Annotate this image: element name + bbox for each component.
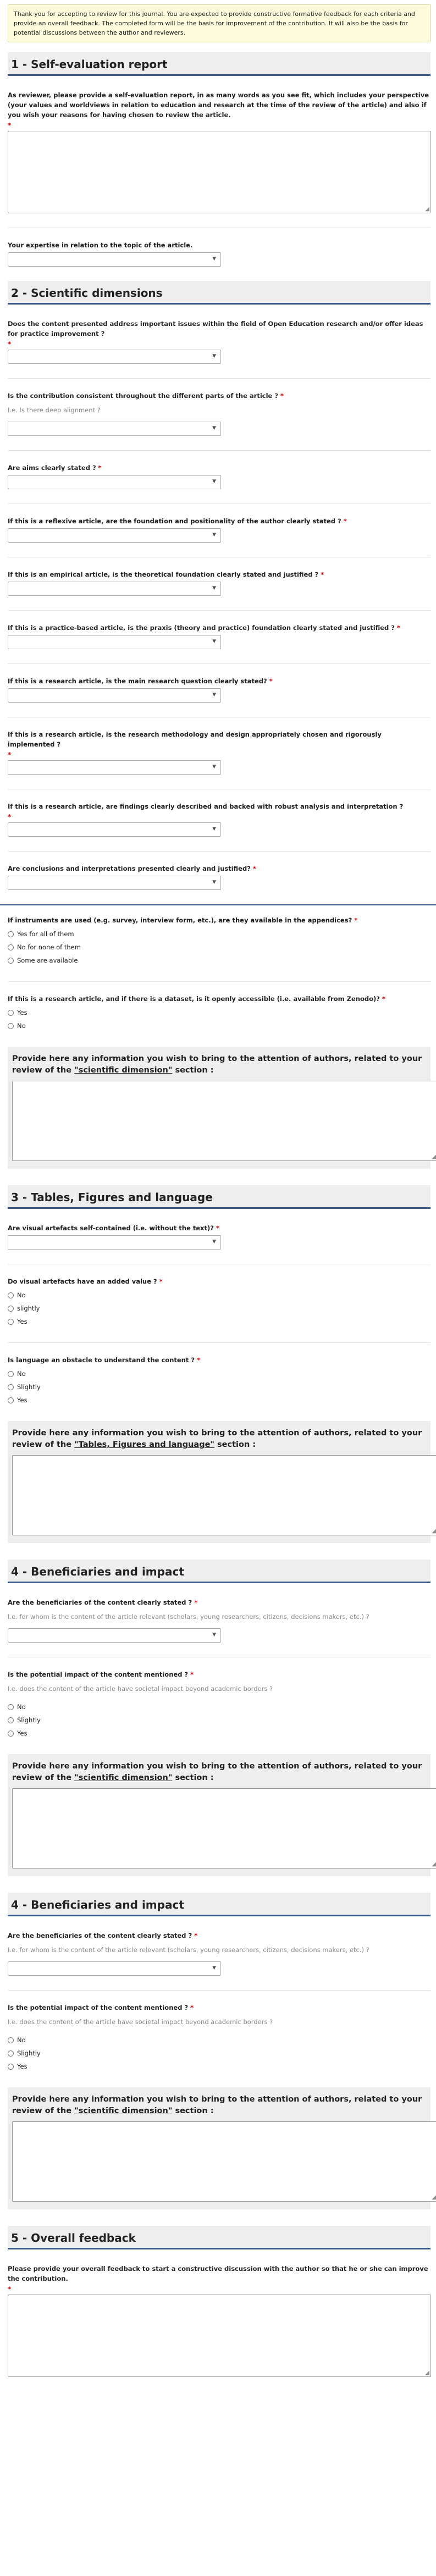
chevron-down-icon: ▼ bbox=[212, 425, 216, 431]
question-label: As reviewer, please provide a self-evaluation report, in as many words as you see fit, which includes your perspective (your values and worldviews in relation to education and research at the time of the review of the article) and also if you wish your reasons for having chosen to review the article. bbox=[8, 91, 429, 119]
beneficiaries-select[interactable] bbox=[8, 1961, 221, 1976]
methodology-select[interactable] bbox=[8, 760, 221, 775]
comments-box-beneficiaries bbox=[8, 1754, 436, 1876]
required-marker: * bbox=[8, 340, 12, 348]
radio-option[interactable]: Slightly bbox=[8, 2047, 431, 2060]
chevron-down-icon: ▼ bbox=[212, 764, 216, 770]
divider bbox=[8, 981, 431, 982]
chevron-down-icon: ▼ bbox=[212, 826, 216, 832]
question-practice-based bbox=[8, 623, 431, 649]
consistency-select[interactable] bbox=[8, 422, 221, 436]
required-marker: * bbox=[8, 813, 12, 821]
radio-option[interactable]: No bbox=[8, 1019, 431, 1032]
question-label: Are aims clearly stated ? * bbox=[8, 464, 102, 472]
question-label: If this is a research article, is the research methodology and design appropriately chosen and rigorously implemented ? bbox=[8, 731, 382, 748]
section-title: 4 - Beneficiaries and impact bbox=[11, 1898, 184, 1911]
radio-option[interactable]: Yes for all of them bbox=[8, 927, 431, 941]
chevron-down-icon: ▼ bbox=[212, 1239, 216, 1245]
beneficiaries-select[interactable] bbox=[8, 1628, 221, 1643]
chevron-down-icon: ▼ bbox=[212, 479, 216, 484]
section-header-tables-figures bbox=[8, 1185, 431, 1209]
intro-notice: Thank you for accepting to review for this journal. You are expected to provide constructive formative feedback for each criteria and provide an overall feedback. The completed form will be the basis for improvement of the contribution. It will also be the basis for potential discussions between the author and reviewers. bbox=[8, 4, 431, 42]
comments-box-title: Provide here any information you wish to bring to the attention of authors, related to your review of the "scientific dimension" section : bbox=[12, 1054, 422, 1075]
radio-option[interactable]: No bbox=[8, 1367, 431, 1380]
radio-option[interactable]: Yes bbox=[8, 2060, 431, 2073]
question-label: Do visual artefacts have an added value ? * bbox=[8, 1278, 163, 1285]
question-hint: I.e. Is there deep alignment ? bbox=[8, 406, 101, 414]
radio-option[interactable]: Yes bbox=[8, 1315, 431, 1328]
resize-grip-icon[interactable]: ◢ bbox=[432, 1154, 436, 1160]
self-evaluation-textarea[interactable] bbox=[8, 131, 431, 213]
radio-option[interactable]: Slightly bbox=[8, 1713, 431, 1727]
question-impact bbox=[8, 1670, 431, 1740]
question-label: If instruments are used (e.g. survey, interview form, etc.), are they available in the appendices? * bbox=[8, 916, 358, 924]
question-findings bbox=[8, 801, 431, 837]
divider bbox=[0, 904, 436, 905]
radio-button[interactable] bbox=[8, 2064, 14, 2070]
question-label: If this is a practice-based article, is the praxis (theory and practice) foundation clearly stated and justified ? * bbox=[8, 624, 400, 632]
radio-button[interactable] bbox=[8, 1397, 14, 1403]
chevron-down-icon: ▼ bbox=[212, 639, 216, 644]
chevron-down-icon: ▼ bbox=[212, 1965, 216, 1971]
question-expertise bbox=[8, 240, 431, 267]
resize-grip-icon[interactable]: ◢ bbox=[425, 206, 429, 212]
chevron-down-icon: ▼ bbox=[212, 532, 216, 538]
question-hint: I.e. does the content of the article have societal impact beyond academic borders ? bbox=[8, 1685, 273, 1693]
radio-option[interactable]: Yes bbox=[8, 1727, 431, 1740]
radio-button[interactable] bbox=[8, 1704, 14, 1710]
radio-option[interactable]: slightly bbox=[8, 1302, 431, 1315]
radio-option[interactable]: No bbox=[8, 2033, 431, 2047]
divider bbox=[8, 1990, 431, 1991]
radio-option[interactable]: No bbox=[8, 1289, 431, 1302]
radio-option[interactable]: Yes bbox=[8, 1394, 431, 1407]
question-hint: I.e. does the content of the article have societal impact beyond academic borders ? bbox=[8, 2018, 273, 2026]
question-label: Is the potential impact of the content mentioned ? * bbox=[8, 1671, 194, 1678]
important-issues-select[interactable] bbox=[8, 350, 221, 364]
comments-box-title: Provide here any information you wish to bring to the attention of authors, related to your review of the "scientific dimension" section : bbox=[12, 2095, 422, 2115]
divider bbox=[8, 610, 431, 611]
findings-select[interactable] bbox=[8, 822, 221, 837]
section-title: 3 - Tables, Figures and language bbox=[11, 1191, 213, 1204]
question-impact bbox=[8, 2003, 431, 2073]
question-conclusions bbox=[8, 864, 431, 890]
chevron-down-icon: ▼ bbox=[212, 256, 216, 262]
question-empirical bbox=[8, 570, 431, 596]
divider bbox=[8, 378, 431, 379]
question-label: Are visual artefacts self-contained (i.e. without the text)? * bbox=[8, 1224, 219, 1232]
question-label: Is language an obstacle to understand the content ? * bbox=[8, 1356, 201, 1364]
question-label: Are conclusions and interpretations presented clearly and justified? * bbox=[8, 865, 256, 872]
radio-button[interactable] bbox=[8, 2037, 14, 2043]
question-hint: I.e. for whom is the content of the article relevant (scholars, young researchers, citizens, decisions makers, etc.) ? bbox=[8, 1613, 369, 1621]
question-instruments bbox=[8, 915, 431, 967]
question-label: Your expertise in relation to the topic of the article. bbox=[8, 241, 193, 249]
question-important-issues bbox=[8, 319, 431, 364]
section-title: 5 - Overall feedback bbox=[11, 2231, 136, 2245]
question-beneficiaries bbox=[8, 1931, 431, 1976]
question-language bbox=[8, 1355, 431, 1407]
tables-figures-comments-textarea[interactable] bbox=[12, 1455, 436, 1535]
question-label: If this is a reflexive article, are the foundation and positionality of the author clearly stated ? * bbox=[8, 517, 347, 525]
question-consistency bbox=[8, 391, 431, 436]
section-title: 2 - Scientific dimensions bbox=[11, 286, 163, 300]
radio-button[interactable] bbox=[8, 1306, 14, 1312]
radio-button[interactable] bbox=[8, 1371, 14, 1377]
scientific-comments-textarea[interactable] bbox=[12, 1081, 436, 1161]
beneficiaries-comments-textarea[interactable] bbox=[12, 2121, 436, 2202]
chevron-down-icon: ▼ bbox=[212, 692, 216, 698]
question-label: If this is an empirical article, is the theoretical foundation clearly stated and justified ? * bbox=[8, 571, 324, 578]
comments-box-beneficiaries bbox=[8, 2087, 436, 2209]
chevron-down-icon: ▼ bbox=[212, 880, 216, 885]
section-title: 4 - Beneficiaries and impact bbox=[11, 1565, 184, 1578]
radio-option[interactable]: Yes bbox=[8, 1006, 431, 1019]
radio-button[interactable] bbox=[8, 958, 14, 964]
radio-button[interactable] bbox=[8, 1292, 14, 1298]
comments-box-scientific bbox=[8, 1047, 436, 1169]
radio-button[interactable] bbox=[8, 1384, 14, 1390]
reflexive-select[interactable] bbox=[8, 528, 221, 543]
chevron-down-icon: ▼ bbox=[212, 585, 216, 591]
question-label: Are the beneficiaries of the content clearly stated ? * bbox=[8, 1932, 198, 1939]
comments-box-title: Provide here any information you wish to bring to the attention of authors, related to your review of the "Tables, Figures and language" section : bbox=[12, 1429, 422, 1449]
overall-feedback-textarea[interactable] bbox=[8, 2295, 431, 2377]
chevron-down-icon: ▼ bbox=[212, 353, 216, 359]
conclusions-select[interactable] bbox=[8, 876, 221, 890]
section-title: 1 - Self-evaluation report bbox=[11, 58, 168, 71]
required-marker: * bbox=[8, 2285, 12, 2293]
question-dataset bbox=[8, 994, 431, 1032]
radio-button[interactable] bbox=[8, 931, 14, 937]
radio-button[interactable] bbox=[8, 1319, 14, 1325]
required-marker: * bbox=[8, 751, 12, 759]
question-hint: I.e. for whom is the content of the article relevant (scholars, young researchers, citizens, decisions makers, etc.) ? bbox=[8, 1946, 369, 1954]
question-label: If this is a research article, are findings clearly described and backed with robust analysis and interpretation ? bbox=[8, 803, 404, 810]
research-question-select[interactable] bbox=[8, 688, 221, 703]
resize-grip-icon[interactable]: ◢ bbox=[432, 2194, 436, 2201]
radio-option[interactable]: Slightly bbox=[8, 1380, 431, 1394]
resize-grip-icon[interactable]: ◢ bbox=[425, 2370, 429, 2376]
question-reflexive bbox=[8, 516, 431, 543]
section-header-overall-feedback bbox=[8, 2226, 431, 2249]
radio-button[interactable] bbox=[8, 1010, 14, 1016]
question-label: Is the contribution consistent throughout the different parts of the article ? * bbox=[8, 392, 284, 400]
section-header-beneficiaries bbox=[8, 1560, 431, 1583]
section-header-self-evaluation bbox=[8, 52, 431, 76]
radio-button[interactable] bbox=[8, 1731, 14, 1737]
question-label: If this is a research article, and if there is a dataset, is it openly accessible (i.e. available from Zenodo)? * bbox=[8, 995, 385, 1003]
radio-button[interactable] bbox=[8, 1717, 14, 1723]
visual-self-contained-select[interactable] bbox=[8, 1235, 221, 1250]
beneficiaries-comments-textarea[interactable] bbox=[12, 1788, 436, 1869]
section-header-scientific-dimensions bbox=[8, 281, 431, 305]
question-beneficiaries bbox=[8, 1597, 431, 1643]
practice-based-select[interactable] bbox=[8, 635, 221, 649]
radio-option[interactable]: No for none of them bbox=[8, 941, 431, 954]
question-aims bbox=[8, 463, 431, 489]
radio-button[interactable] bbox=[8, 1023, 14, 1029]
comments-box-title: Provide here any information you wish to bring to the attention of authors, related to your review of the "scientific dimension" section : bbox=[12, 1762, 422, 1782]
question-methodology bbox=[8, 729, 431, 775]
resize-grip-icon[interactable]: ◢ bbox=[432, 1528, 436, 1534]
question-label: Does the content presented address important issues within the field of Open Education research and/or offer ideas for practice improvement ? bbox=[8, 320, 423, 338]
divider bbox=[8, 1342, 431, 1343]
chevron-down-icon: ▼ bbox=[212, 1632, 216, 1638]
radio-option[interactable]: No bbox=[8, 1700, 431, 1713]
question-label: Is the potential impact of the content mentioned ? * bbox=[8, 2004, 194, 2011]
divider bbox=[8, 851, 431, 852]
section-header-beneficiaries bbox=[8, 1893, 431, 1916]
radio-button[interactable] bbox=[8, 944, 14, 950]
question-label: Please provide your overall feedback to start a constructive discussion with the author so that he or she can improve the contribution. bbox=[8, 2265, 428, 2282]
question-visual-added-value bbox=[8, 1276, 431, 1328]
question-research-question bbox=[8, 676, 431, 703]
question-visual-self-contained bbox=[8, 1223, 431, 1250]
question-overall-feedback bbox=[8, 2264, 431, 2377]
question-label: Are the beneficiaries of the content clearly stated ? * bbox=[8, 1599, 198, 1606]
question-label: If this is a research article, is the main research question clearly stated? * bbox=[8, 677, 273, 685]
question-self-evaluation bbox=[8, 90, 431, 213]
divider bbox=[8, 450, 431, 451]
radio-option[interactable]: Some are available bbox=[8, 954, 431, 967]
comments-box-tables-figures bbox=[8, 1421, 436, 1543]
resize-grip-icon[interactable]: ◢ bbox=[432, 1861, 436, 1867]
radio-button[interactable] bbox=[8, 2050, 14, 2057]
expertise-select[interactable] bbox=[8, 252, 221, 267]
aims-select[interactable] bbox=[8, 475, 221, 489]
empirical-select[interactable] bbox=[8, 582, 221, 596]
required-marker: * bbox=[8, 121, 12, 129]
